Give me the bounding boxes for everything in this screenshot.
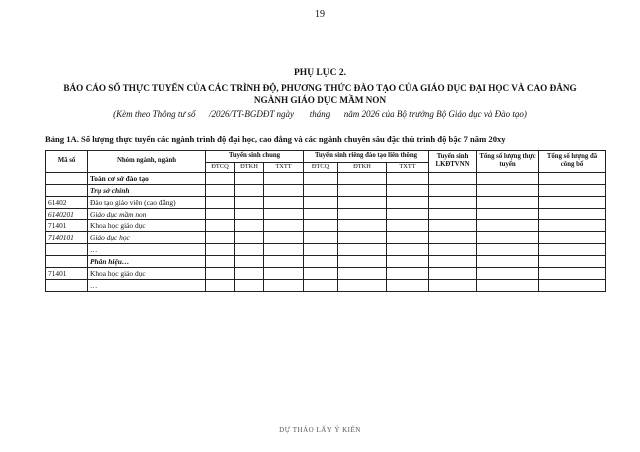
cell-value bbox=[206, 208, 235, 220]
cell-value bbox=[304, 184, 338, 196]
cell-value bbox=[477, 256, 539, 268]
subheader-separate-dtcq: ĐTCQ bbox=[304, 162, 338, 172]
cell-value bbox=[387, 172, 429, 184]
cell-value bbox=[304, 279, 338, 291]
header-separate: Tuyển sinh riêng đào tạo liên thông bbox=[304, 151, 429, 163]
cell-value bbox=[429, 279, 477, 291]
cell-value bbox=[387, 184, 429, 196]
cell-code bbox=[46, 244, 88, 256]
cell-value bbox=[206, 184, 235, 196]
header-total-announced: Tổng số lượng đã công bố bbox=[539, 151, 606, 173]
cell-value bbox=[429, 208, 477, 220]
cell-value bbox=[387, 244, 429, 256]
cell-name: … bbox=[88, 244, 206, 256]
cell-value bbox=[429, 172, 477, 184]
cell-value bbox=[206, 256, 235, 268]
appendix-label: PHỤ LỤC 2. bbox=[294, 68, 346, 78]
header-total-actual: Tổng số lượng thực tuyển bbox=[477, 151, 539, 173]
subheader-general-dtkh: ĐTKH bbox=[235, 162, 264, 172]
report-table bbox=[45, 150, 606, 292]
cell-value bbox=[206, 268, 235, 280]
subheader-separate-txtt: TXTT bbox=[387, 162, 429, 172]
cell-value bbox=[387, 220, 429, 232]
cell-value bbox=[539, 220, 606, 232]
cell-value bbox=[539, 196, 606, 208]
cell-value bbox=[235, 256, 264, 268]
cell-value bbox=[429, 232, 477, 244]
cell-value bbox=[264, 196, 304, 208]
cell-name: Giáo dục học bbox=[88, 232, 206, 244]
cell-value bbox=[338, 256, 387, 268]
cell-value bbox=[264, 208, 304, 220]
cell-value bbox=[304, 196, 338, 208]
header-group: Nhóm ngành, ngành bbox=[88, 151, 206, 173]
cell-value bbox=[264, 268, 304, 280]
cell-value bbox=[264, 232, 304, 244]
cell-code bbox=[46, 184, 88, 196]
cell-value bbox=[477, 268, 539, 280]
cell-value bbox=[477, 279, 539, 291]
cell-code bbox=[46, 172, 88, 184]
cell-value bbox=[304, 220, 338, 232]
cell-value bbox=[477, 172, 539, 184]
cell-value bbox=[235, 208, 264, 220]
table-row bbox=[46, 268, 606, 280]
header-lkdtvnn: Tuyển sinh LKĐTVNN bbox=[429, 151, 477, 173]
cell-value bbox=[264, 220, 304, 232]
cell-value bbox=[477, 184, 539, 196]
cell-value bbox=[264, 184, 304, 196]
cell-value bbox=[338, 244, 387, 256]
cell-value bbox=[235, 220, 264, 232]
table-row bbox=[46, 232, 606, 244]
cell-value bbox=[264, 244, 304, 256]
cell-value bbox=[387, 208, 429, 220]
cell-value bbox=[387, 279, 429, 291]
cell-value bbox=[338, 184, 387, 196]
cell-value bbox=[539, 279, 606, 291]
cell-value bbox=[338, 208, 387, 220]
cell-value bbox=[235, 232, 264, 244]
table-row bbox=[46, 256, 606, 268]
cell-value bbox=[338, 268, 387, 280]
cell-value bbox=[477, 196, 539, 208]
cell-value bbox=[387, 232, 429, 244]
table-row bbox=[46, 279, 606, 291]
cell-value bbox=[539, 268, 606, 280]
cell-value bbox=[477, 208, 539, 220]
cell-value bbox=[429, 268, 477, 280]
cell-value bbox=[338, 232, 387, 244]
cell-code bbox=[46, 256, 88, 268]
cell-value bbox=[264, 279, 304, 291]
cell-value bbox=[304, 268, 338, 280]
cell-value bbox=[235, 172, 264, 184]
table-row bbox=[46, 196, 606, 208]
document-subtitle: (Kèm theo Thông tư số /2026/TT-BGDĐT ngày tháng năm 2026 của Bộ trưởng Bộ Giáo dục và Đào tạo) bbox=[113, 109, 527, 119]
subheader-general-dtcq: ĐTCQ bbox=[206, 162, 235, 172]
table-row bbox=[46, 220, 606, 232]
cell-value bbox=[477, 232, 539, 244]
footer-draft-label: DỰ THẢO LẤY Ý KIẾN bbox=[279, 426, 361, 434]
cell-value bbox=[304, 172, 338, 184]
cell-value bbox=[338, 279, 387, 291]
cell-value bbox=[235, 268, 264, 280]
cell-value bbox=[304, 208, 338, 220]
cell-value bbox=[235, 244, 264, 256]
cell-value bbox=[387, 256, 429, 268]
cell-value bbox=[539, 184, 606, 196]
cell-value bbox=[429, 184, 477, 196]
cell-value bbox=[304, 232, 338, 244]
cell-value bbox=[338, 196, 387, 208]
cell-value bbox=[539, 244, 606, 256]
cell-value bbox=[235, 184, 264, 196]
cell-value bbox=[206, 279, 235, 291]
cell-value bbox=[206, 172, 235, 184]
cell-code: 7140101 bbox=[46, 232, 88, 244]
table-row bbox=[46, 172, 606, 184]
cell-code: 61402 bbox=[46, 196, 88, 208]
cell-name: Phân hiệu… bbox=[88, 256, 206, 268]
table-row bbox=[46, 208, 606, 220]
cell-name: Toàn cơ sở đào tạo bbox=[88, 172, 206, 184]
cell-value bbox=[539, 256, 606, 268]
cell-value bbox=[539, 208, 606, 220]
cell-value bbox=[338, 172, 387, 184]
table-caption: Bảng 1A. Số lượng thực tuyển các ngành trình độ đại học, cao đẳng và các ngành chuyên sâu đặc thù trình độ bậc 7 năm 20xy bbox=[45, 134, 506, 144]
cell-code: 6140201 bbox=[46, 208, 88, 220]
cell-code: 71401 bbox=[46, 268, 88, 280]
document-title: BÁO CÁO SỐ THỰC TUYỂN CỦA CÁC TRÌNH ĐỘ, PHƯƠNG THỨC ĐÀO TẠO CỦA GIÁO DỤC ĐẠI HỌC VÀ CAO ĐẲNG NGÀNH GIÁO DỤC MẦM NON bbox=[63, 83, 577, 105]
cell-value bbox=[304, 256, 338, 268]
cell-value bbox=[539, 232, 606, 244]
cell-name: Khoa học giáo dục bbox=[88, 268, 206, 280]
cell-value bbox=[387, 268, 429, 280]
cell-code: 71401 bbox=[46, 220, 88, 232]
header-general: Tuyển sinh chung bbox=[206, 151, 304, 163]
cell-value bbox=[429, 256, 477, 268]
cell-name: Giáo dục mầm non bbox=[88, 208, 206, 220]
table-row bbox=[46, 184, 606, 196]
cell-value bbox=[338, 220, 387, 232]
cell-value bbox=[264, 172, 304, 184]
cell-value bbox=[429, 244, 477, 256]
table-body bbox=[46, 172, 606, 291]
cell-name: Đào tạo giáo viên (cao đẳng) bbox=[88, 196, 206, 208]
cell-value bbox=[235, 196, 264, 208]
cell-value bbox=[206, 244, 235, 256]
cell-name: Trụ sở chính bbox=[88, 184, 206, 196]
cell-value bbox=[304, 244, 338, 256]
cell-value bbox=[264, 256, 304, 268]
cell-code bbox=[46, 279, 88, 291]
cell-value bbox=[206, 232, 235, 244]
header-code: Mã số bbox=[46, 151, 88, 173]
cell-value bbox=[235, 279, 264, 291]
subheader-general-txtt: TXTT bbox=[264, 162, 304, 172]
page-number: 19 bbox=[315, 9, 325, 20]
cell-value bbox=[429, 220, 477, 232]
cell-value bbox=[539, 172, 606, 184]
subheader-separate-dtkh: ĐTKH bbox=[338, 162, 387, 172]
cell-value bbox=[477, 220, 539, 232]
cell-value bbox=[387, 196, 429, 208]
cell-value bbox=[477, 244, 539, 256]
cell-value bbox=[429, 196, 477, 208]
cell-value bbox=[206, 196, 235, 208]
cell-name: Khoa học giáo dục bbox=[88, 220, 206, 232]
table-row bbox=[46, 244, 606, 256]
cell-value bbox=[206, 220, 235, 232]
cell-name: … bbox=[88, 279, 206, 291]
